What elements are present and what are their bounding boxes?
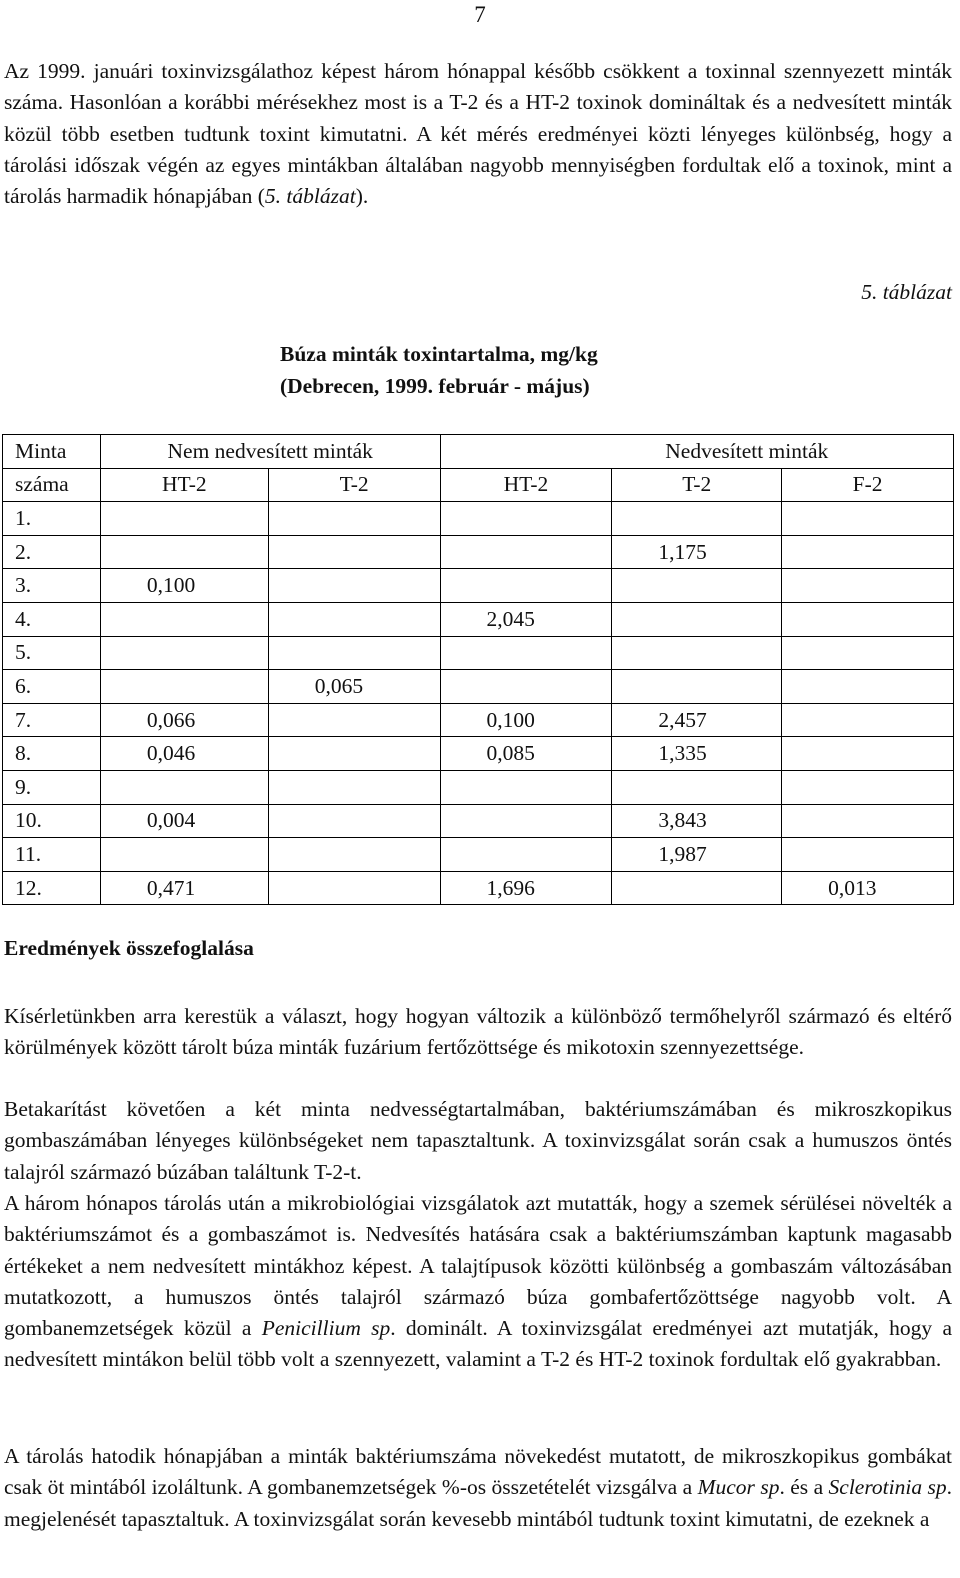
sample-number-cell: 1. (3, 502, 101, 536)
table-row (3, 804, 954, 838)
value-cell (612, 670, 782, 704)
summary-paragraph-2: Betakarítást követően a két minta nedvességtartalmában, baktériumszámában és mikroszkopikus gombaszámában lényeges különbségeket nem tapasztaltunk. A toxinvizsgálat során csak a humuszos öntés talajról származó búzában találtunk T-2-t. (4, 1097, 952, 1184)
value-cell (612, 602, 782, 636)
sample-number-cell: 8. (3, 737, 101, 771)
value-cell (268, 569, 440, 603)
header-sample-label: Minta (3, 435, 101, 469)
value-cell: 2,045 (440, 602, 612, 636)
header-sample-number: száma (3, 468, 101, 502)
value-cell (100, 535, 268, 569)
value-cell (612, 636, 782, 670)
table-row (3, 737, 954, 771)
value-cell (268, 838, 440, 872)
genus-sclerotinia: Sclerotinia sp (828, 1475, 947, 1500)
value-cell (268, 871, 440, 905)
value-cell (268, 535, 440, 569)
table-row (3, 636, 954, 670)
table-subheader-row (3, 468, 954, 502)
genus-penicillium: Penicillium sp (261, 1316, 391, 1341)
intro-text-end: ). (355, 184, 369, 209)
value-cell (782, 838, 954, 872)
page-number: 7 (474, 2, 486, 27)
sample-number-cell: 12. (3, 871, 101, 905)
value-cell (612, 569, 782, 603)
intro-text: Az 1999. januári toxinvizsgálathoz képest három hónappal később csökkent a toxinnal szennyezett minták száma. Hasonlóan a korábbi mérésekhez most is a T-2 és a HT-2 toxinok domináltak és a nedvesített minták közül több esetben tudtunk toxint kimutatni. A két mérés eredményei közti lényeges különbség, hogy a tárolási időszak végén az egyes mintákban általában nagyobb mennyiségben fordultak elő a toxinok, mint a tárolás harmadik hónapjában ( (4, 59, 952, 209)
value-cell: 2,457 (612, 703, 782, 737)
value-cell (268, 703, 440, 737)
sample-number-cell: 6. (3, 670, 101, 704)
value-cell (268, 502, 440, 536)
sample-number-cell: 10. (3, 804, 101, 838)
header-col-ht2: HT-2 (440, 468, 612, 502)
value-cell: 0,100 (100, 569, 268, 603)
value-cell (782, 569, 954, 603)
value-cell (268, 737, 440, 771)
value-cell: 1,987 (612, 838, 782, 872)
sample-number-cell: 7. (3, 703, 101, 737)
value-cell (612, 502, 782, 536)
header-col-t2: T-2 (612, 468, 782, 502)
value-cell (100, 602, 268, 636)
value-cell (782, 737, 954, 771)
value-cell (100, 670, 268, 704)
table-row (3, 871, 954, 905)
value-cell (100, 636, 268, 670)
value-cell (782, 502, 954, 536)
value-cell (782, 703, 954, 737)
value-cell (782, 770, 954, 804)
value-cell (100, 770, 268, 804)
table-title-line2: (Debrecen, 1999. február - május) (280, 373, 590, 398)
table-row (3, 770, 954, 804)
table-header-row (3, 435, 954, 469)
table-row (3, 703, 954, 737)
summary-text: . és a (779, 1475, 829, 1500)
summary-text: A tárolás hatodik hónapjában a minták baktériumszáma növekedést mutatott, de mikroszkopikus gombákat csak öt mintából izoláltunk. A gombanemzetségek %-os összetételét vizsgálva a (4, 1444, 952, 1500)
table-row (3, 838, 954, 872)
sample-number-cell: 3. (3, 569, 101, 603)
summary-text: . dominált. A toxinvizsgálat eredményei azt mutatják, hogy a nedvesített mintákon belül több volt a szennyezett, valamint a T-2 és HT-2 toxinok fordultak elő gyakrabban. (4, 1316, 953, 1372)
value-cell: 3,843 (612, 804, 782, 838)
value-cell: 0,066 (100, 703, 268, 737)
header-col-f2: F-2 (782, 468, 954, 502)
section-heading: Eredmények összefoglalása (4, 936, 254, 960)
table-title-line1: Búza minták toxintartalma, mg/kg (280, 342, 598, 366)
summary-text: A három hónapos tárolás után a mikrobiológiai vizsgálatok azt mutatták, hogy a szemek sérülései növelték a baktériumszámot és a gombaszámot is. Nedvesítés hatására csak a baktériumszámban kaptunk magasabb értékeket a nem nedvesített mintákhoz képest. A talajtípusok közötti különbség a gombaszám változásában mutatkozott, a humuszos öntés talajról származó búza gombafertőzöttsége nagyobb volt. A gombanemzetségek közül a (4, 1191, 952, 1341)
header-col-t2: T-2 (268, 468, 440, 502)
table-label: 5. táblázat (861, 280, 952, 304)
value-cell (440, 838, 612, 872)
table-row (3, 535, 954, 569)
value-cell: 0,100 (440, 703, 612, 737)
table-row (3, 569, 954, 603)
sample-number-cell: 5. (3, 636, 101, 670)
sample-number-cell: 9. (3, 770, 101, 804)
summary-paragraph-1: Kísérletünkben arra kerestük a választ, hogy hogyan változik a különböző termőhelyről származó és eltérő körülmények között tárolt búza minták fuzárium fertőzöttsége és mikotoxin szennyezettsége. (4, 1004, 952, 1060)
value-cell: 0,085 (440, 737, 612, 771)
value-cell (268, 602, 440, 636)
value-cell (440, 569, 612, 603)
value-cell: 0,065 (268, 670, 440, 704)
sample-number-cell: 2. (3, 535, 101, 569)
value-cell: 0,471 (100, 871, 268, 905)
summary-paragraph-3 (4, 1188, 952, 1376)
value-cell (440, 535, 612, 569)
value-cell (612, 770, 782, 804)
header-group-wetted: Nedvesített minták (440, 435, 953, 469)
value-cell (268, 636, 440, 670)
sample-number-cell: 11. (3, 838, 101, 872)
summary-text: . megjelenését tapasztaltuk. A toxinvizsgálat során kevesebb mintából tudtunk toxint kimutatni, de ezeknek a (4, 1475, 952, 1531)
value-cell: 0,046 (100, 737, 268, 771)
table-row (3, 670, 954, 704)
value-cell (440, 804, 612, 838)
genus-mucor: Mucor sp (697, 1475, 780, 1500)
value-cell (268, 770, 440, 804)
sample-number-cell: 4. (3, 602, 101, 636)
table-row (3, 602, 954, 636)
table-reference: 5. táblázat (264, 184, 356, 209)
value-cell (440, 636, 612, 670)
value-cell: 1,175 (612, 535, 782, 569)
value-cell (100, 838, 268, 872)
value-cell (782, 602, 954, 636)
value-cell (782, 535, 954, 569)
header-col-ht2: HT-2 (100, 468, 268, 502)
value-cell: 0,013 (782, 871, 954, 905)
value-cell (782, 636, 954, 670)
table-title (280, 339, 598, 402)
value-cell (612, 871, 782, 905)
value-cell (100, 502, 268, 536)
value-cell (440, 670, 612, 704)
value-cell (268, 804, 440, 838)
table-row (3, 502, 954, 536)
intro-paragraph (4, 56, 952, 212)
value-cell: 1,696 (440, 871, 612, 905)
value-cell (440, 770, 612, 804)
value-cell: 1,335 (612, 737, 782, 771)
value-cell (782, 670, 954, 704)
header-group-not-wetted: Nem nedvesített minták (100, 435, 440, 469)
value-cell (782, 804, 954, 838)
summary-paragraph-4 (4, 1441, 952, 1535)
toxin-table (2, 434, 954, 905)
value-cell (440, 502, 612, 536)
value-cell: 0,004 (100, 804, 268, 838)
